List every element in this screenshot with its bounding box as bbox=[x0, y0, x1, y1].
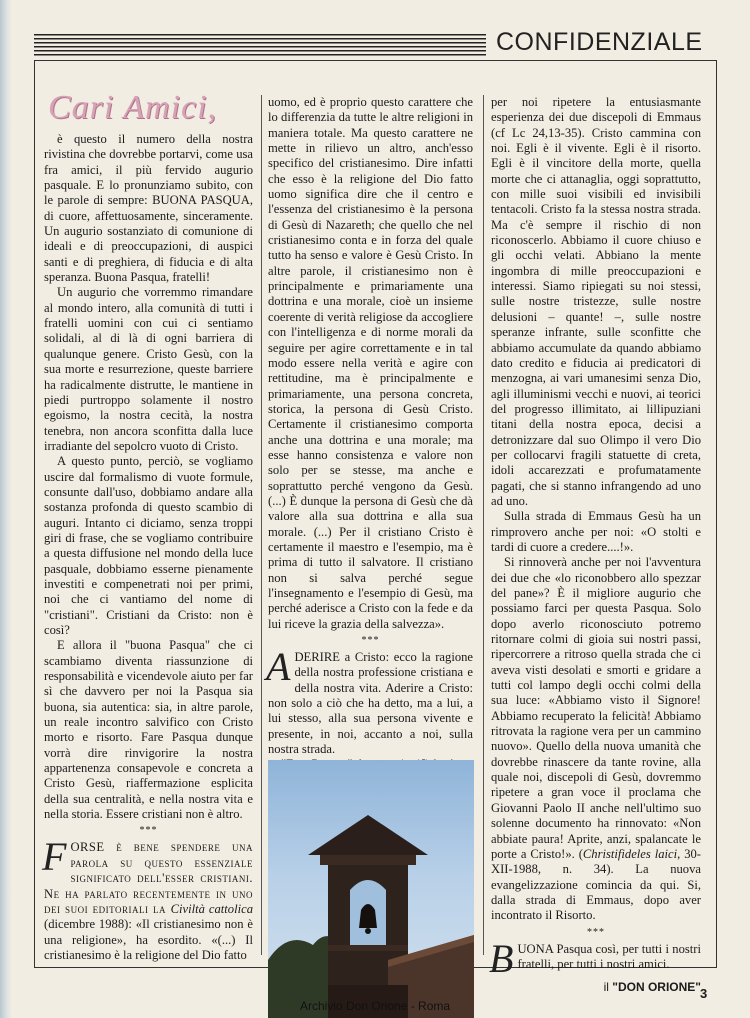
section-separator: *** bbox=[361, 635, 380, 647]
paragraph bbox=[491, 555, 701, 923]
signature bbox=[491, 980, 701, 995]
paragraph-text: DERIRE a Cristo: ecco la ragione della nostra professione cristiana e della nostra vita. Aderire a Cristo: non solo a ciò che ha detto, ma a lui, a lui stesso, alla sua persona vivente e presente, in noi, accanto a noi, sulla nostra strada. bbox=[268, 650, 473, 757]
paragraph: per noi ripetere la entusiasmante esperienza dei due discepoli di Emmaus (cf Lc 24,13-35). Cristo cammina con noi. Egli è il vivente. Egli è il risorto. Egli è il vincitore della morte, quella morte che ci attanaglia, oggi soprattutto, con mille suoi visibili ed invisibili tentacoli. Cristo fa la stessa nostra strada. Ma c'è sempre il rischio di non riconoscerlo. Abbiamo il cuore chiuso e gli occhi velati. Abbiano la mente ingombra di mille preoccupazioni e interessi. Siamo ripiegati su noi stessi, sulle nostre tristezze, sulle nostre delusioni – quante! –, sulle nostre speranze infrante, sulle sconfitte che abbiamo accumulate da quando abbiamo dato credito e fiducia ai predicatori di menzogna, ai vari umanesimi senza Dio, agli illuminismi vecchi e nuovi, ai teorici del progresso illimitato, ai lillipuziani titani della nostra epoca, decisi a detronizzare dal suo Olimpo il vero Dio per collocarvi fragili statuette di creta, idoli accarezzati e profumatamente pagati, che si stanno infrangendo ad uno ad uno. bbox=[491, 95, 701, 508]
article-column-1 bbox=[44, 70, 253, 963]
paragraph: Sulla strada di Emmaus Gesù ha un rimprovero anche per noi: «O stolti e tardi di cuore a credere....!». bbox=[491, 509, 701, 554]
publication-title: Civiltà cattolica bbox=[170, 901, 253, 916]
drop-cap: B bbox=[489, 935, 514, 981]
column-divider bbox=[261, 95, 262, 955]
archive-credit: Archivio Don Orione - Roma bbox=[300, 999, 451, 1013]
paragraph: Un augurio che vorremmo rimandare al mondo intero, alla comunità di tutti i fratelli uomini con cui ci sentiamo solidali, al di là di ogni barriera di qualunque genere. Cristo Gesù, con la sua morte e resurrezione, queste barriere ha radicalmente distrutte, le mantiene in piedi purtroppo solamente il nostro egoismo, la nostra cecità, la nostra tenebra, non ancora sconfitta dalla luce irradiante del sepolcro vuoto di Cristo. bbox=[44, 285, 253, 453]
paragraph: A questo punto, perciò, se vogliamo uscire dal formalismo di vuote formule, consunte dall'uso, dobbiamo andare alla sostanza profonda di questo scambio di auguri. Intanto ci diciamo, senza troppi giri di frase, che se vogliamo contribuire a questa diffusione nel mondo della luce pasquale, dobbiamo esserne pienamente investiti e compenetrati noi per primi, noi che ci vantiamo del nome di "cristiani". Cristiani da Cristo: non è così? bbox=[44, 454, 253, 637]
paragraph-text: ORSE è bene spendere una parola su questo essenziale significato dell'esser cristiani. Ne ha parlato recentemente in uno dei suoi editoriali la bbox=[44, 840, 253, 916]
page-number: 3 bbox=[700, 986, 708, 1001]
page-edge bbox=[0, 0, 12, 1018]
section-title: CONFIDENZIALE bbox=[496, 28, 703, 56]
paragraph-text: UONA Pasqua così, per tutti i nostri fratelli, per tutti i nostri amici. bbox=[517, 941, 701, 971]
paragraph-dropcap bbox=[266, 644, 473, 757]
paragraph: è questo il numero della nostra rivistina che dovrebbe portarvi, come usa fra amici, il più fervido augurio pasquale. E lo pronunziamo subito, con le parole di sempre: BUONA PASQUA, di cuore, affettuosamente, sinceramente. Un augurio sostanziato di comunione di ideali e di preoccupazioni, di auspici santi e di preghiera, di fiducia e di alta speranza. Buona Pasqua, fratelli! bbox=[44, 132, 253, 285]
section-separator: *** bbox=[587, 926, 605, 938]
article-column-3 bbox=[491, 95, 701, 996]
column-divider bbox=[483, 95, 484, 955]
paragraph: uomo, ed è proprio questo carattere che lo differenzia da tutte le altre religioni in maniera totale. Ma questo carattere ne mette in rilievo un altro, anch'esso specifico del cristianesimo. Dire infatti che esso è la religione del Dio fatto uomo significa dire che il centro e l'essenza del cristianesimo è la persona di Gesù di Nazareth; che quello che nel cristianesimo conta e in forza del quale tutto ha senso e valore è Gesù Cristo. In altre parole, il cristianesimo non è principalmente e primariamente una dottrina e una morale, cioè un insieme coerente di verità religiose da accogliere con l'intelligenza e di norme morali da seguire per agire correttamente e in tal modo essere nella verità e agire con rettitudine, ma è principalmente e primariamente, una persona concreta, storica, la persona di Gesù Cristo. Certamente il cristianesimo comporta anche una dottrina e una morale; ma esse hanno consistenza e valore non solo per se stesse, ma anche e soprattutto perché vengono da Gesù. (...) È dunque la persona di Gesù che dà valore alla sua dottrina e alla sua morale. (...) Per il cristiano Cristo è certamente il maestro e l'esempio, ma è prima di tutto il salvatore. Il cristiano non si salva perché segue l'insegnamento e l'esempio di Gesù, ma perché aderisce a Cristo con la fede e da lui riceve la grazia della salvezza». bbox=[268, 95, 473, 631]
paragraph-text: Si rinnoverà anche per noi l'avventura dei due che «lo riconobbero allo spezzar del pane»? È il migliore augurio che possiamo farci per questa Pasqua. Solo dopo averlo riconosciuto potremo ritornare colmi di gioia sui nostri passi, ripercorrere a ritroso quella strada che ci aveva visti desolati e smorti e gridare a tutti col lampo degli occhi colmi della sua luce: «Abbiamo visto il Signore! Abbiamo recuperato la felicità! Abbiamo ritrovata la ragione vera per un cammino nuovo». Quello della nuova umanità che dovrebbe rinascere da tante rovine, alla quale noi, discepoli di Gesù, dovremmo ripetere a gran voce il proclama che Giovanni Paolo II anche nell'ultimo suo solenne documento ha rinnovato: «Non abbiate paura! Aprite, anzi, spalancate le porte a Cristo!». ( bbox=[491, 555, 701, 861]
article-column-2 bbox=[268, 95, 473, 773]
section-separator: *** bbox=[139, 825, 158, 837]
paragraph-dropcap bbox=[489, 935, 701, 981]
greeting-heading: Cari Amici, bbox=[48, 89, 218, 126]
paragraph-text: , 30-XII-1988, n. 34). La nuova evangelizzazione comincia da qui. Si, dalla strada di Emmaus, dopo aver incontrato il Risorto. bbox=[491, 846, 701, 923]
paragraph-dropcap bbox=[42, 834, 253, 963]
bell-tower-photo bbox=[268, 760, 474, 1018]
signature-name: "DON ORIONE" bbox=[612, 980, 701, 995]
signature-prefix: il bbox=[603, 980, 613, 995]
bell-tower-illustration bbox=[268, 760, 474, 1018]
drop-cap: F bbox=[42, 834, 67, 880]
paragraph-text: (dicembre 1988): «Il cristianesimo non è una religione», ha esordito. «(...) Il cristianesimo è la religione del Dio fatto bbox=[44, 917, 253, 962]
drop-cap: A bbox=[266, 644, 291, 690]
header-rule-lines bbox=[34, 34, 486, 56]
paragraph: E allora il "buona Pasqua" che ci scambiamo diventa riassunzione di responsabilità e vicendevole aiuto per far sì che davvero per noi la Pasqua sia buona, sia autentica: sia, in altre parole, un reale incontro salvifico con Cristo morto e risorto. Fare Pasqua dunque vorrà dire rinvigorire la nostra appartenenza consapevole e concreta a Cristo Gesù, riaffermazione esplicita della sua centralità, e nella nostra vita e nella storia. Essere cristiani non è altro. bbox=[44, 638, 253, 822]
document-title: Christifideles laici bbox=[582, 846, 678, 861]
